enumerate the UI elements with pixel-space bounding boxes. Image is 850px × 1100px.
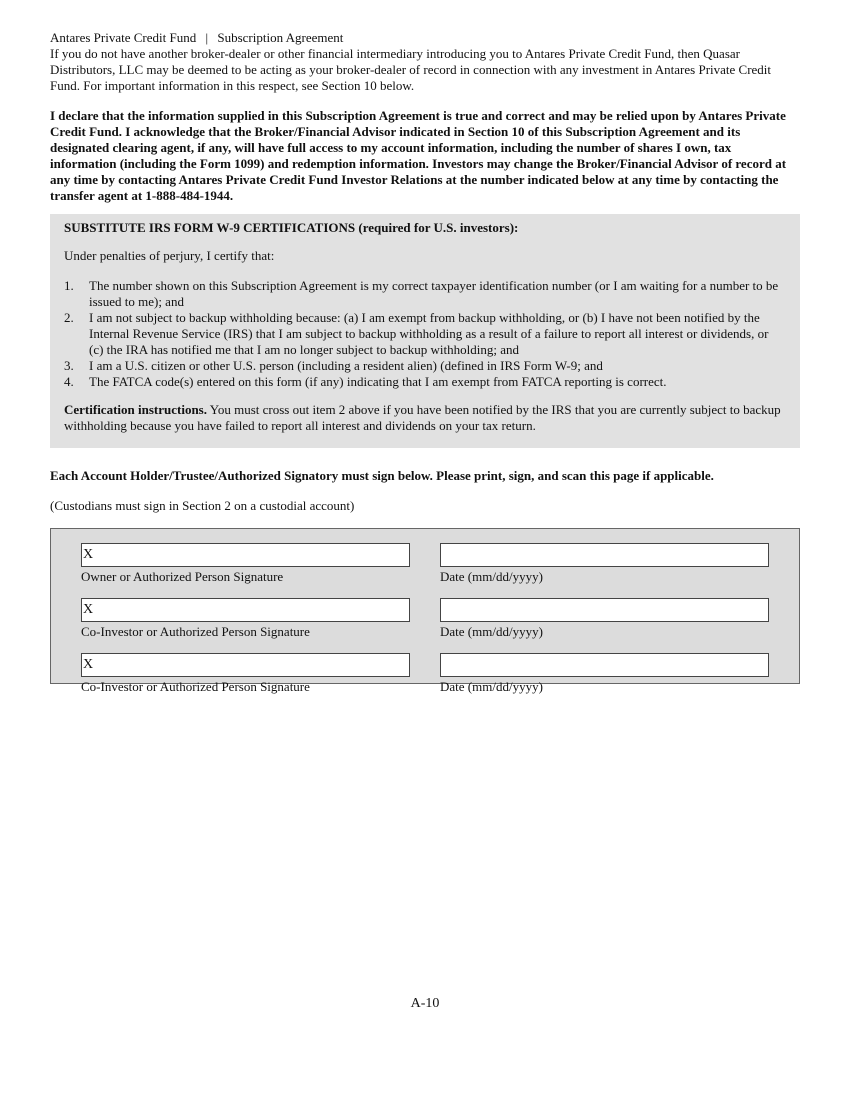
w9-list-item (64, 310, 786, 358)
second-co-investor-signature-field[interactable]: X (81, 653, 410, 677)
w9-item-text: I am not subject to backup withholding because: (a) I am exempt from backup withholding, or (b) I have not been notified by the Internal Revenue Service (IRS) that I am subject to backup withholding as a result of a failure to report all interest or dividends, or (c) the IRA has notified me that I am no longer subject to backup withholding; and (89, 310, 769, 357)
signature-label: Co-Investor or Authorized Person Signature (81, 679, 310, 694)
page-number: A-10 (410, 996, 440, 1011)
date-label: Date (mm/dd/yyyy) (440, 679, 543, 694)
second-co-investor-date-field[interactable] (440, 653, 769, 677)
date-column (440, 598, 769, 653)
running-header (50, 30, 800, 46)
w9-list (64, 278, 786, 390)
w9-item-number: 3. (64, 358, 74, 373)
signature-box (50, 528, 800, 694)
declaration-paragraph: I declare that the information supplied in this Subscription Agreement is true and correct and may be relied upon by Antares Private Credit Fund. I acknowledge that the Broker/Financial Advisor indicated in Section 10 of this Subscription Agreement and its designated clearing agent, if any, will have full access to my account information, including the number of shares I own, tax information (including the Form 1099) and redemption information. Investors may change the Broker/Financial Advisor of record at any time by contacting Antares Private Credit Fund Investor Relations at the number indicated below at any time by contacting the transfer agent at 1-888-484-1944. (50, 108, 787, 203)
custodian-note: (Custodians must sign in Section 2 on a custodial account) (50, 498, 355, 513)
date-column (440, 653, 769, 708)
w9-list-item (64, 278, 786, 310)
owner-date-field[interactable] (440, 543, 769, 567)
w9-item-number: 2. (64, 310, 74, 325)
date-label: Date (mm/dd/yyyy) (440, 624, 543, 639)
w9-item-number: 1. (64, 278, 74, 293)
certification-label: Certification instructions. (64, 402, 207, 417)
date-column (440, 543, 769, 598)
signature-row (81, 653, 769, 708)
signature-label: Owner or Authorized Person Signature (81, 569, 284, 584)
w9-item-text: The number shown on this Subscription Agreement is my correct taxpayer identification number (or I am waiting for a number to be issued to me); and (89, 278, 779, 309)
w9-list-item (64, 358, 786, 374)
signature-column (81, 653, 410, 708)
w9-title: SUBSTITUTE IRS FORM W-9 CERTIFICATIONS (required for U.S. investors): (64, 220, 519, 235)
w9-item-text: I am a U.S. citizen or other U.S. person (including a resident alien) (defined in IRS Form W-9; and (89, 358, 603, 373)
date-label: Date (mm/dd/yyyy) (440, 569, 543, 584)
header-fund-name: Antares Private Credit Fund (50, 30, 197, 45)
page-content (50, 30, 800, 694)
w9-list-item (64, 374, 786, 390)
signature-instructions: Each Account Holder/Trustee/Authorized Signatory must sign below. Please print, sign, and scan this page if applicable. (50, 468, 714, 483)
w9-item-text: The FATCA code(s) entered on this form (if any) indicating that I am exempt from FATCA reporting is correct. (89, 374, 667, 389)
header-doc-title: Subscription Agreement (217, 30, 344, 45)
signature-column (81, 598, 410, 653)
header-separator: | (205, 30, 209, 45)
signature-column (81, 543, 410, 598)
w9-certification-box (50, 214, 800, 448)
signature-label: Co-Investor or Authorized Person Signature (81, 624, 310, 639)
w9-lead: Under penalties of perjury, I certify that: (64, 248, 275, 263)
owner-signature-field[interactable]: X (81, 543, 410, 567)
co-investor-date-field[interactable] (440, 598, 769, 622)
intro-paragraph: If you do not have another broker-dealer or other financial intermediary introducing you to Antares Private Credit Fund, then Quasar Distributors, LLC may be deemed to be acting as your broker-dealer of record in connection with any investment in Antares Private Credit Fund. For important information in this respect, see Section 10 below. (50, 46, 772, 93)
signature-row (81, 598, 769, 653)
signature-row (81, 543, 769, 598)
certification-text: You must cross out item 2 above if you have been notified by the IRS that you are currently subject to backup withholding because you have failed to report all interest and dividends on your tax return. (64, 402, 781, 433)
co-investor-signature-field[interactable]: X (81, 598, 410, 622)
w9-item-number: 4. (64, 374, 74, 389)
certification-instructions (64, 402, 786, 434)
